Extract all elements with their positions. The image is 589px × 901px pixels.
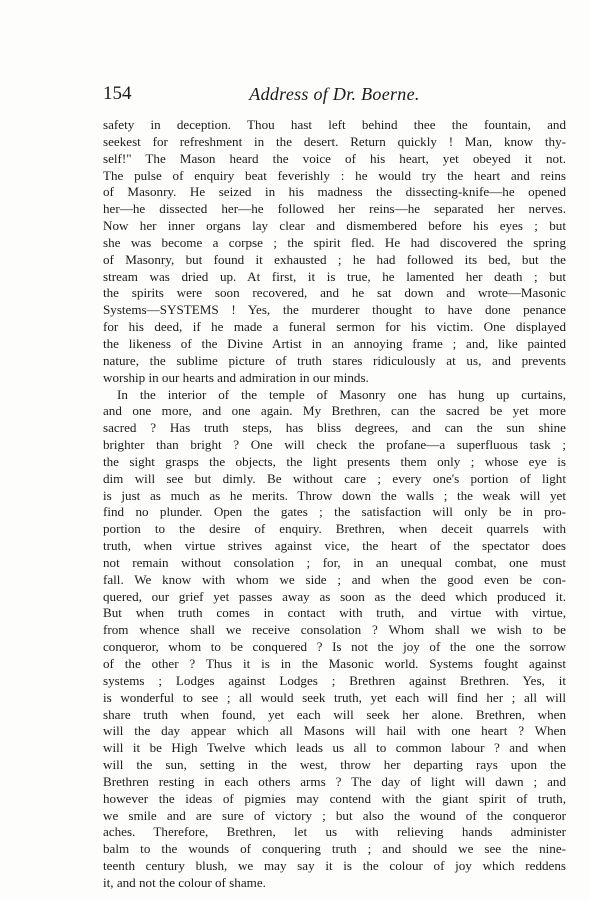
- text-line: truth, when virtue strives against vice, the heart of the spectator does: [103, 538, 566, 554]
- text-line: is wonderful to see ; all would seek truth, yet each will find her ; all will: [103, 689, 566, 705]
- text-line: fall. We know with whom we side ; and when the good even be con-: [103, 571, 566, 587]
- text-line: dim will see but dimly. Be without care ; every one's portion of light: [103, 470, 566, 486]
- text-line: her—he dissected her—he followed her reins—he separated her nerves.: [103, 201, 566, 217]
- text-line: will it be High Twelve which leads us all to common labour ? and when: [103, 740, 566, 756]
- text-line: self!" The Mason heard the voice of his heart, yet obeyed it not.: [103, 150, 566, 166]
- text-line: stream was dried up. At first, it is true, he lamented her death ; but: [103, 268, 566, 284]
- text-line: the sight grasps the objects, the light presents them only ; whose eye is: [103, 453, 566, 469]
- text-line: is just as much as he merits. Throw down the walls ; the weak will yet: [103, 487, 566, 503]
- text-line: balm to the wounds of conquering truth ; and should we see the nine-: [103, 841, 566, 857]
- text-line: will the day appear which all Masons will hail with one heart ? When: [103, 723, 566, 739]
- text-line: brighter than bright ? One will check the profane—a superfluous task ;: [103, 437, 566, 453]
- text-line: for his deed, if he made a funeral sermon for his victim. One displayed: [103, 319, 566, 335]
- running-title: Address of Dr. Boerne.: [249, 84, 420, 104]
- text-line: the spirits were soon recovered, and he sat down and wrote—Masonic: [103, 285, 566, 301]
- text-line: not remain without consolation ; for, in an unequal combat, one must: [103, 554, 566, 570]
- page-header: [103, 82, 566, 106]
- text-line: we smile and are sure of victory ; but also the wound of the conqueror: [103, 807, 566, 823]
- text-line: conqueror, whom to be conquered ? Is not the joy of the one the sorrow: [103, 639, 566, 655]
- text-line: safety in deception. Thou hast left behind thee the fountain, and: [103, 117, 566, 132]
- text-line: of the other ? Thus it is in the Masonic world. Systems fought against: [103, 656, 566, 671]
- text-line: aches. Therefore, Brethren, let us with relieving hands administer: [103, 824, 566, 840]
- text-line: of Masonry. He seized in his madness the dissecting-knife—he opened: [103, 184, 566, 200]
- text-line: Systems—SYSTEMS ! Yes, the murderer thought to have done penance: [103, 302, 566, 318]
- text-line: teenth century blush, we may say it is the colour of joy which reddens: [103, 858, 566, 874]
- text-line: seekest for refreshment in the desert. Return quickly ! Man, know thy-: [103, 133, 566, 149]
- text-line: sacred ? Has truth steps, has bliss degrees, and can the sun shine: [103, 420, 566, 436]
- text-line: The pulse of enquiry beat feverishly : he would try the heart and reins: [103, 167, 566, 183]
- text-line: however the ideas of pigmies may contend with the giant spirit of truth,: [103, 790, 566, 806]
- text-line: Brethren resting in each others arms ? The day of light will dawn ; and: [103, 773, 566, 789]
- text-line: it, and not the colour of shame.: [103, 874, 266, 890]
- text-line: from whence shall we receive consolation ? Whom shall we wish to be: [103, 622, 566, 638]
- body-text: [103, 117, 566, 892]
- text-line: she was become a corpse ; the spirit fled. He had discovered the spring: [103, 234, 566, 250]
- text-line: and one more, and one again. My Brethren, can the sacred be yet more: [103, 403, 566, 419]
- text-line: the likeness of the Divine Artist in an annoying frame ; and, like painted: [103, 335, 566, 351]
- text-line: nature, the sublime picture of truth stares ridiculously at us, and prevents: [103, 352, 566, 368]
- text-line: Now her inner organs lay clear and dismembered before his eyes ; but: [103, 218, 566, 234]
- text-line: share truth when found, yet each will seek her alone. Brethren, when: [103, 706, 566, 722]
- text-line: In the interior of the temple of Masonry one has hung up curtains,: [117, 386, 566, 402]
- text-line: quered, our grief yet passes away as soon as the deed which produced it.: [103, 588, 566, 604]
- text-line: portion to the desire of enquiry. Brethren, when deceit quarrels with: [103, 521, 566, 537]
- text-line: of Masonry, but found it exhausted ; he had followed its bed, but the: [103, 251, 566, 267]
- text-line: systems ; Lodges against Lodges ; Brethren against Brethren. Yes, it: [103, 672, 566, 688]
- text-line: will the sun, setting in the west, throw her departing rays upon the: [103, 757, 566, 773]
- text-line: find no plunder. Open the gates ; the satisfaction will only be in pro-: [103, 504, 566, 520]
- page-number: 154: [103, 83, 132, 104]
- text-line: But when truth comes in contact with truth, and virtue with virtue,: [103, 605, 566, 621]
- text-line: worship in our hearts and admiration in our minds.: [103, 369, 369, 385]
